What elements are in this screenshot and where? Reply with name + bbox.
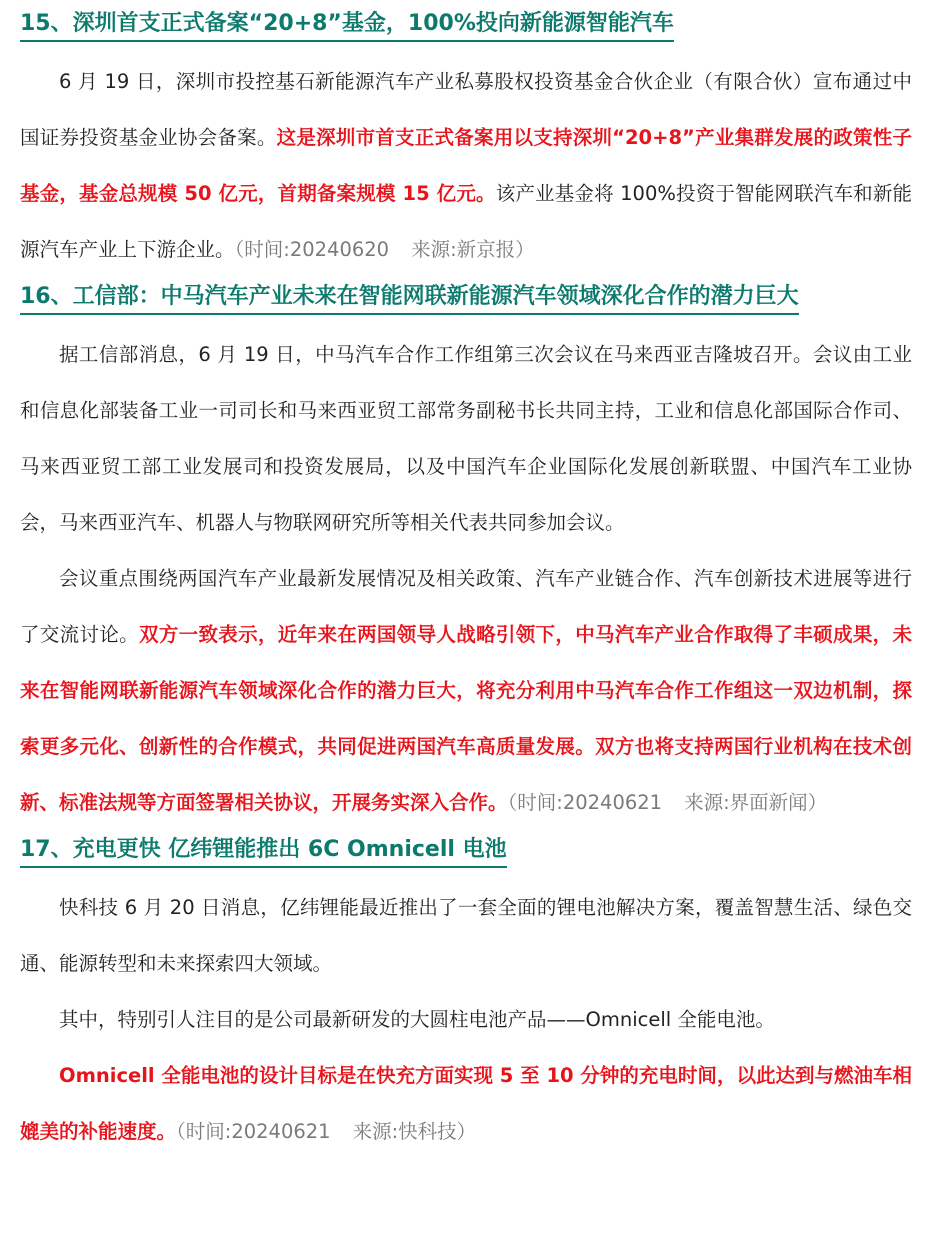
news-source: 来源:界面新闻） <box>684 791 828 814</box>
news-time: （时间:20240621 <box>507 791 663 814</box>
paragraph-text: 会议重点围绕两国汽车产业最新发展情况及相关政策、汽车产业链合作、汽车创新技术进展等进行了交流讨论。 <box>20 567 912 646</box>
news-paragraph <box>20 1048 912 1160</box>
highlight-text: Omnicell 全能电池的设计目标是在快充方面实现 5 至 10 分钟的充电时间，以此达到与燃油车相媲美的补能速度。 <box>20 1064 912 1143</box>
news-meta <box>176 1120 476 1143</box>
news-source: 来源:快科技） <box>352 1120 477 1143</box>
news-meta <box>508 791 828 814</box>
news-item-15 <box>20 0 912 278</box>
news-heading-16: 16、工信部：中马汽车产业未来在智能网联新能源汽车领域深化合作的潜力巨大 <box>20 282 799 315</box>
paragraph-text: 其中，特别引人注目的是公司最新研发的大圆柱电池产品——Omnicell 全能电池。 <box>59 1008 775 1031</box>
paragraph-text: 快科技 6 月 20 日消息，亿纬锂能最近推出了一套全面的锂电池解决方案，覆盖智慧生活、绿色交通、能源转型和未来探索四大领域。 <box>20 896 912 975</box>
news-heading-15: 15、深圳首支正式备案“20+8”基金，100%投向新能源智能汽车 <box>20 9 674 42</box>
news-item-17 <box>20 831 912 1160</box>
news-paragraph <box>20 551 912 831</box>
news-time: （时间:20240620 <box>234 238 390 261</box>
news-time: （时间:20240621 <box>176 1120 331 1143</box>
paragraph-text: 据工信部消息，6 月 19 日，中马汽车合作工作组第三次会议在马来西亚吉隆坡召开。会议由工业和信息化部装备工业一司司长和马来西亚贸工部常务副秘书长共同主持，工业和信息化部国际合作司、马来西亚贸工部工业发展司和投资发展局，以及中国汽车企业国际化发展创新联盟、中国汽车工业协会，马来西亚汽车、机器人与物联网研究所等相关代表共同参加会议。 <box>20 343 912 534</box>
paragraph-text: 6 月 19 日，深圳市投控基石新能源汽车产业私募股权投资基金合伙企业（有限合伙）宣布通过中国证券投资基金业协会备案。 <box>20 70 912 149</box>
news-heading-17: 17、充电更快 亿纬锂能推出 6C Omnicell 电池 <box>20 835 507 868</box>
news-paragraph <box>20 54 912 278</box>
news-item-16 <box>20 278 912 831</box>
news-meta <box>235 238 535 261</box>
highlight-text: 这是深圳市首支正式备案用以支持深圳“20+8”产业集群发展的政策性子基金，基金总规模 50 亿元，首期备案规模 15 亿元。 <box>20 126 912 205</box>
news-paragraph <box>20 327 912 551</box>
news-paragraph <box>20 880 912 992</box>
highlight-text: 双方一致表示，近年来在两国领导人战略引领下，中马汽车产业合作取得了丰硕成果，未来在智能网联新能源汽车领域深化合作的潜力巨大，将充分利用中马汽车合作工作组这一双边机制，探索更多元化、创新性的合作模式，共同促进两国汽车高质量发展。双方也将支持两国行业机构在技术创新、标准法规等方面签署相关协议，开展务实深入合作。 <box>20 623 912 814</box>
paragraph-text: 该产业基金将 100%投资于智能网联汽车和新能源汽车产业上下游企业。 <box>20 182 912 261</box>
news-document <box>20 0 912 1160</box>
news-paragraph <box>20 992 912 1048</box>
news-source: 来源:新京报） <box>411 238 535 261</box>
